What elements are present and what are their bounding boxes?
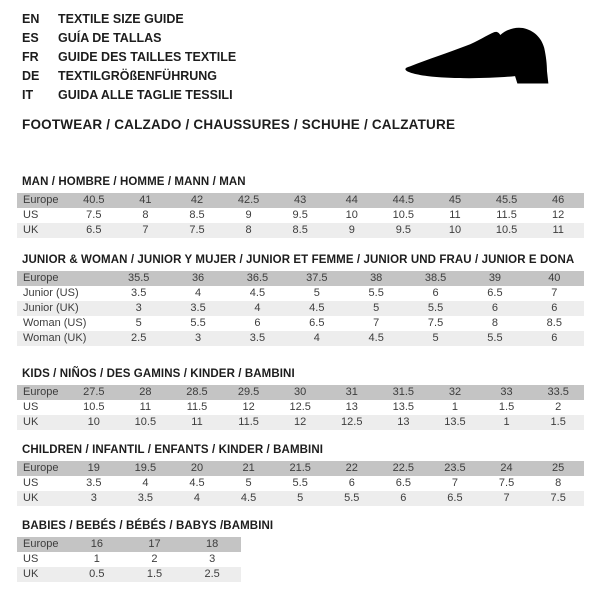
- size-cell: 10: [87, 416, 100, 428]
- size-cell: 44: [345, 194, 358, 206]
- table-row: [17, 400, 584, 415]
- size-cell: 1: [503, 416, 510, 428]
- table-row: [17, 193, 584, 208]
- size-cell: 3: [209, 553, 216, 565]
- size-section-man: [17, 176, 584, 238]
- table-row: [17, 415, 584, 430]
- size-cell: 3.5: [249, 332, 266, 344]
- size-cell: 7: [551, 287, 558, 299]
- size-cell: 8.5: [546, 317, 562, 329]
- size-cell: 12: [552, 209, 565, 221]
- size-cell: 36.5: [246, 272, 269, 284]
- size-cell: 42.5: [237, 194, 260, 206]
- size-cell: 4: [195, 287, 202, 299]
- size-cell: 18: [206, 538, 219, 550]
- size-cell: 5.5: [292, 477, 308, 489]
- size-cell: 4.5: [189, 477, 205, 489]
- size-cell: 13: [345, 401, 358, 413]
- table-row: [17, 537, 241, 552]
- language-code: IT: [22, 88, 34, 102]
- size-cell: 1: [93, 553, 100, 565]
- size-cell: 5.5: [427, 302, 444, 314]
- section-title: MAN / HOMBRE / HOMME / MANN / MAN: [22, 176, 246, 188]
- size-cell: 17: [148, 538, 161, 550]
- language-code: ES: [22, 31, 39, 45]
- size-cell: 38.5: [424, 272, 447, 284]
- row-label: UK: [23, 224, 39, 236]
- size-table: [17, 193, 584, 238]
- table-row: [17, 476, 584, 491]
- size-cell: 33.5: [547, 386, 569, 398]
- size-table: [17, 271, 584, 346]
- language-label: GUÍA DE TALLAS: [58, 31, 162, 45]
- row-label: US: [23, 209, 39, 221]
- size-cell: 6.5: [487, 287, 503, 299]
- size-cell: 45: [448, 194, 462, 206]
- row-label: Junior (US): [23, 287, 79, 299]
- size-cell: 36: [191, 272, 205, 284]
- row-label: Europe: [23, 194, 59, 206]
- size-cell: 10.5: [83, 401, 105, 413]
- size-table: [17, 385, 584, 430]
- size-cell: 4.5: [240, 492, 257, 504]
- size-cell: 1.5: [550, 416, 566, 428]
- size-cell: 2: [151, 553, 158, 565]
- size-cell: 11.5: [496, 209, 517, 221]
- size-cell: 6: [432, 287, 439, 299]
- size-tables: [17, 176, 584, 582]
- size-cell: 3.5: [190, 302, 206, 314]
- size-cell: 10: [345, 209, 358, 221]
- size-cell: 33: [500, 386, 513, 398]
- size-cell: 9.5: [292, 209, 308, 221]
- size-cell: 11: [552, 224, 564, 236]
- row-label: Woman (UK): [23, 332, 87, 344]
- language-label: TEXTILGRÖßENFÜHRUNG: [58, 69, 218, 83]
- table-row: [17, 223, 584, 238]
- size-cell: 5.5: [368, 287, 384, 299]
- size-cell: 6: [491, 302, 498, 314]
- language-label: GUIDE DES TAILLES TEXTILE: [58, 50, 237, 64]
- size-cell: 5: [432, 332, 439, 344]
- size-cell: 37.5: [306, 272, 328, 284]
- size-cell: 4: [193, 492, 201, 504]
- size-table: [17, 537, 241, 582]
- size-cell: 8: [491, 317, 498, 329]
- size-cell: 10.5: [392, 209, 415, 221]
- size-cell: 22.5: [392, 462, 415, 474]
- size-cell: 27.5: [83, 386, 105, 398]
- language-label: TEXTILE SIZE GUIDE: [58, 12, 184, 26]
- size-cell: 16: [90, 538, 103, 550]
- size-cell: 6.5: [86, 224, 102, 236]
- size-cell: 20: [190, 462, 204, 474]
- size-cell: 9: [245, 209, 252, 221]
- size-cell: 4.5: [309, 302, 325, 314]
- size-cell: 19: [87, 462, 100, 474]
- size-cell: 21.5: [289, 462, 311, 474]
- section-title: KIDS / NIÑOS / DES GAMINS / KINDER / BAMBINI: [22, 368, 295, 380]
- table-row: [17, 331, 584, 346]
- size-cell: 6.5: [309, 317, 325, 329]
- size-cell: 21: [242, 462, 255, 474]
- size-cell: 40.5: [83, 194, 105, 206]
- size-cell: 4.5: [368, 332, 384, 344]
- size-cell: 35.5: [127, 272, 150, 284]
- size-cell: 10.5: [134, 416, 157, 428]
- dress-shoe-icon: [396, 22, 574, 96]
- size-cell: 5.5: [487, 332, 503, 344]
- size-cell: 40: [548, 272, 561, 284]
- table-row: [17, 567, 241, 582]
- size-cell: 5: [313, 287, 320, 299]
- size-cell: 9.5: [395, 224, 411, 236]
- size-cell: 6: [400, 492, 407, 504]
- size-cell: 2.5: [131, 332, 147, 344]
- row-label: UK: [23, 568, 39, 580]
- size-cell: 30: [294, 386, 307, 398]
- size-cell: 9: [348, 224, 355, 236]
- size-cell: 3: [135, 302, 142, 314]
- size-cell: 42: [190, 194, 204, 206]
- size-section-junior-woman: [17, 254, 584, 346]
- size-cell: 3: [90, 492, 97, 504]
- row-label: US: [23, 401, 39, 413]
- row-label: Woman (US): [23, 317, 87, 329]
- size-section-children: [17, 444, 584, 506]
- language-code: EN: [22, 12, 40, 26]
- row-label: Europe: [23, 386, 59, 398]
- size-cell: 3.5: [131, 287, 147, 299]
- size-cell: 8.5: [189, 209, 205, 221]
- row-label: Junior (UK): [23, 302, 79, 314]
- size-cell: 32: [448, 386, 462, 398]
- size-cell: 22: [345, 462, 358, 474]
- size-cell: 6.5: [395, 477, 411, 489]
- size-cell: 12.5: [341, 416, 363, 428]
- size-cell: 10.5: [495, 224, 518, 236]
- size-cell: 11: [191, 416, 203, 428]
- size-cell: 1: [451, 401, 459, 413]
- size-cell: 7: [503, 492, 510, 504]
- table-row: [17, 301, 584, 316]
- size-cell: 6: [348, 477, 355, 489]
- size-section-kids: [17, 368, 584, 430]
- size-cell: 4: [142, 477, 149, 489]
- size-cell: 24: [500, 462, 513, 474]
- row-label: UK: [23, 492, 39, 504]
- size-cell: 12: [294, 416, 307, 428]
- size-cell: 2.5: [204, 568, 220, 580]
- size-cell: 8: [555, 477, 562, 489]
- size-cell: 5: [373, 302, 380, 314]
- size-cell: 4.5: [249, 287, 266, 299]
- size-cell: 45.5: [495, 194, 518, 206]
- section-title: CHILDREN / INFANTIL / ENFANTS / KINDER / BAMBINI: [22, 444, 324, 456]
- size-cell: 25: [552, 462, 565, 474]
- size-cell: 7.5: [189, 224, 205, 236]
- size-cell: 11: [139, 401, 152, 413]
- table-row: [17, 461, 584, 476]
- language-code: FR: [22, 50, 39, 64]
- size-cell: 8.5: [292, 224, 308, 236]
- size-cell: 0.5: [89, 568, 105, 580]
- size-cell: 7.5: [550, 492, 566, 504]
- size-cell: 10: [448, 224, 462, 236]
- size-cell: 5.5: [190, 317, 206, 329]
- size-cell: 7: [451, 477, 459, 489]
- size-cell: 2: [555, 401, 562, 413]
- table-row: [17, 208, 584, 223]
- category-line: FOOTWEAR / CALZADO / CHAUSSURES / SCHUHE / CALZATURE: [22, 117, 456, 132]
- size-cell: 31.5: [392, 386, 415, 398]
- size-cell: 28: [139, 386, 152, 398]
- table-row: [17, 491, 584, 506]
- language-code: DE: [22, 69, 40, 83]
- size-cell: 1.5: [146, 568, 163, 580]
- row-label: UK: [23, 416, 39, 428]
- row-label: Europe: [23, 462, 59, 474]
- size-cell: 6: [551, 332, 558, 344]
- size-cell: 46: [552, 194, 565, 206]
- size-cell: 29.5: [237, 386, 260, 398]
- size-cell: 4: [313, 332, 320, 344]
- size-cell: 11: [449, 209, 461, 221]
- size-cell: 3.5: [86, 477, 102, 489]
- row-label: Europe: [23, 272, 59, 284]
- size-cell: 8: [245, 224, 252, 236]
- header: [0, 0, 600, 132]
- size-cell: 7.5: [427, 317, 444, 329]
- size-cell: 7.5: [498, 477, 515, 489]
- size-cell: 5: [245, 477, 252, 489]
- row-label: US: [23, 477, 39, 489]
- size-cell: 31: [345, 386, 358, 398]
- size-cell: 38: [370, 272, 383, 284]
- section-title: BABIES / BEBÉS / BÉBÉS / BABYS /BAMBINI: [22, 520, 274, 532]
- size-cell: 1.5: [498, 401, 515, 413]
- size-cell: 12.5: [289, 401, 311, 413]
- table-row: [17, 385, 584, 400]
- size-cell: 41: [139, 194, 152, 206]
- size-table: [17, 461, 584, 506]
- size-cell: 6.5: [447, 492, 463, 504]
- size-cell: 7: [373, 317, 380, 329]
- size-cell: 43: [294, 194, 307, 206]
- size-cell: 4: [254, 302, 261, 314]
- size-cell: 5: [135, 317, 142, 329]
- size-cell: 11.5: [186, 401, 208, 413]
- size-cell: 5: [297, 492, 304, 504]
- size-cell: 7: [142, 224, 149, 236]
- size-cell: 13: [397, 416, 410, 428]
- size-cell: 12: [242, 401, 255, 413]
- size-cell: 28.5: [186, 386, 208, 398]
- row-label: Europe: [23, 538, 59, 550]
- size-cell: 8: [142, 209, 149, 221]
- table-row: [17, 316, 584, 331]
- size-cell: 6: [254, 317, 261, 329]
- size-cell: 3: [195, 332, 202, 344]
- table-row: [17, 271, 584, 286]
- row-label: US: [23, 553, 39, 565]
- size-cell: 6: [551, 302, 558, 314]
- size-cell: 19.5: [134, 462, 157, 474]
- size-cell: 11.5: [238, 416, 259, 428]
- table-row: [17, 286, 584, 301]
- size-section-babies: [17, 520, 584, 582]
- size-cell: 13.5: [392, 401, 415, 413]
- language-label: GUIDA ALLE TAGLIE TESSILI: [58, 88, 233, 102]
- section-title: JUNIOR & WOMAN / JUNIOR Y MUJER / JUNIOR ET FEMME / JUNIOR UND FRAU / JUNIOR E DONA: [22, 254, 575, 266]
- size-cell: 7.5: [86, 209, 102, 221]
- size-cell: 23.5: [444, 462, 466, 474]
- size-cell: 3.5: [137, 492, 154, 504]
- table-row: [17, 552, 241, 567]
- size-cell: 44.5: [392, 194, 415, 206]
- size-cell: 13.5: [444, 416, 466, 428]
- size-cell: 5.5: [344, 492, 360, 504]
- size-cell: 39: [488, 272, 502, 284]
